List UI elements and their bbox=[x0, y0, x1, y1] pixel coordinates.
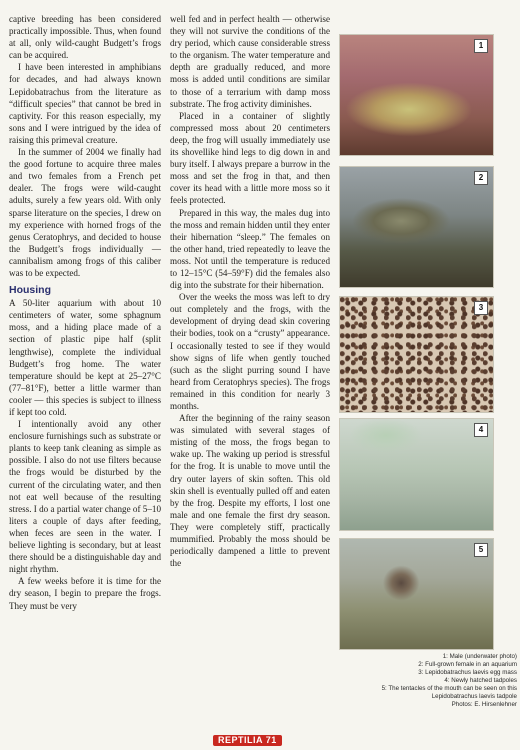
magazine-name: REPTILIA bbox=[218, 735, 263, 745]
paragraph: In the summer of 2004 we finally had the good fortune to acquire three males and two females from a French pet dealer. The frogs were wild-caught adults, surely a few years old. With only sparse literature on the species, I drew on my experience with horned frogs of the genus Ceratophrys, and decided to house the Budgett’s frogs individually — cannibalism among frogs of this caliber was to be expected. bbox=[9, 147, 161, 278]
paragraph: Over the weeks the moss was left to dry out completely and the frogs, with the development of drying dead skin covering their bodies, took on a “crusty” appearance. I occasionally tested to see if they would show signs of life when gently touched (such as the slight purring sound I have heard from Ceratophrys species). The frogs remained in this condition for nearly 3 months. bbox=[170, 292, 330, 411]
caption-line: Photos: E. Hirsenlehner bbox=[451, 701, 517, 708]
paragraph: I have been interested in amphibians for decades, and had always known Lepidobatrachus from the literature as “difficult species” that cannot be bred in captivity. For this reason especially, my sons and I were intrigued by the idea of raising this primeval creature. bbox=[9, 62, 161, 145]
photo-tadpoles bbox=[339, 418, 494, 531]
page-footer bbox=[213, 735, 282, 746]
photo-male-frog bbox=[339, 34, 494, 156]
photo-egg-mass bbox=[339, 296, 494, 413]
paragraph: Prepared in this way, the males dug into the moss and remain hidden until they enter their hibernation “sleep.” The females on the other hand, tried repeatedly to leave the moss. Not until the temperature is reduced to 12–15°C (54–59°F) did the females also dig into the substrate for their hibernation. bbox=[170, 207, 330, 291]
photo-number: 2 bbox=[474, 171, 488, 185]
paragraph: A 50-liter aquarium with about 10 centimeters of water, some sphagnum moss, and a hiding place made of a section of plastic pipe half (split lengthwise), complete the individual Budgett’s frog home. The water temperature should be kept at 25–27°C (77–81°F), better a little warmer than cooler — this species is subject to illness if kept too cold. bbox=[9, 298, 161, 417]
caption-line: 1: Male (underwater photo) bbox=[442, 653, 517, 660]
caption-line: Lepidobatrachus laevis tadpole bbox=[431, 693, 517, 700]
section-heading: Housing bbox=[9, 284, 51, 297]
paragraph: A few weeks before it is time for the dry season, I begin to prepare the frogs. They must be very bbox=[9, 576, 161, 611]
caption-line: 2: Full-grown female in an aquarium bbox=[418, 661, 517, 668]
caption-line: 4: Newly hatched tadpoles bbox=[444, 677, 517, 684]
photo-number: 4 bbox=[474, 423, 488, 437]
photo-number: 5 bbox=[474, 543, 488, 557]
photo-number: 3 bbox=[474, 301, 488, 315]
paragraph: captive breeding has been considered practically impossible. Thus, when found at all, only wild-caught Budgett’s frogs can be acquired. bbox=[9, 14, 161, 61]
photo-captions bbox=[339, 653, 517, 709]
photo-female-frog bbox=[339, 166, 494, 288]
paragraph: Placed in a container of slightly compressed moss about 20 centimeters deep, the frog will usually immediately use its shovellike hind legs to dig down in and bury itself. I always prepare a burrow in the moss and set the frog in that, and then cover its head with a little more moss so it feels protected. bbox=[170, 110, 330, 206]
photo-number: 1 bbox=[474, 39, 488, 53]
page-number: 71 bbox=[265, 735, 277, 745]
paragraph: I intentionally avoid any other enclosure furnishings such as substrate or plants to keep tank cleaning as simple as possible. I also do not use filters because the frogs would be disturbed by the current of the circulating water, and then not eat well because of the resulting stress. I do a partial water change of 5–10 liters a couple of days after feeding, when feces are seen in the water. I believe lighting is secondary, but at least there should be a distinguishable day and night rhythm. bbox=[9, 419, 161, 575]
paragraph: After the beginning of the rainy season was simulated with several stages of misting of the moss, the frogs began to wake up. The waking up period is stressful for the frog. It is unable to move until the dry outer layers of skin soften. This old skin shell is eventually pulled off and eaten by the frog. Despite my efforts, I lost one male and one female the first dry season. They were completely stiff, practically mummified. Probably the moss should be periodically dampened a little to prevent the bbox=[170, 413, 330, 569]
caption-line: 5: The tentacles of the mouth can be seen on this bbox=[381, 685, 517, 692]
photo-tadpole-closeup bbox=[339, 538, 494, 650]
paragraph: well fed and in perfect health — otherwise they will not survive the conditions of the dry period, which cause considerable stress to the organism. The water temperature and depth are gradually reduced, and more moss is added until conditions are similar to those of a terrarium with damp moss substrate. The frog activity diminishes. bbox=[170, 14, 330, 109]
text-column-1 bbox=[9, 13, 161, 612]
caption-line: 3: Lepidobatrachus laevis egg mass bbox=[418, 669, 517, 676]
text-column-2 bbox=[170, 13, 330, 569]
